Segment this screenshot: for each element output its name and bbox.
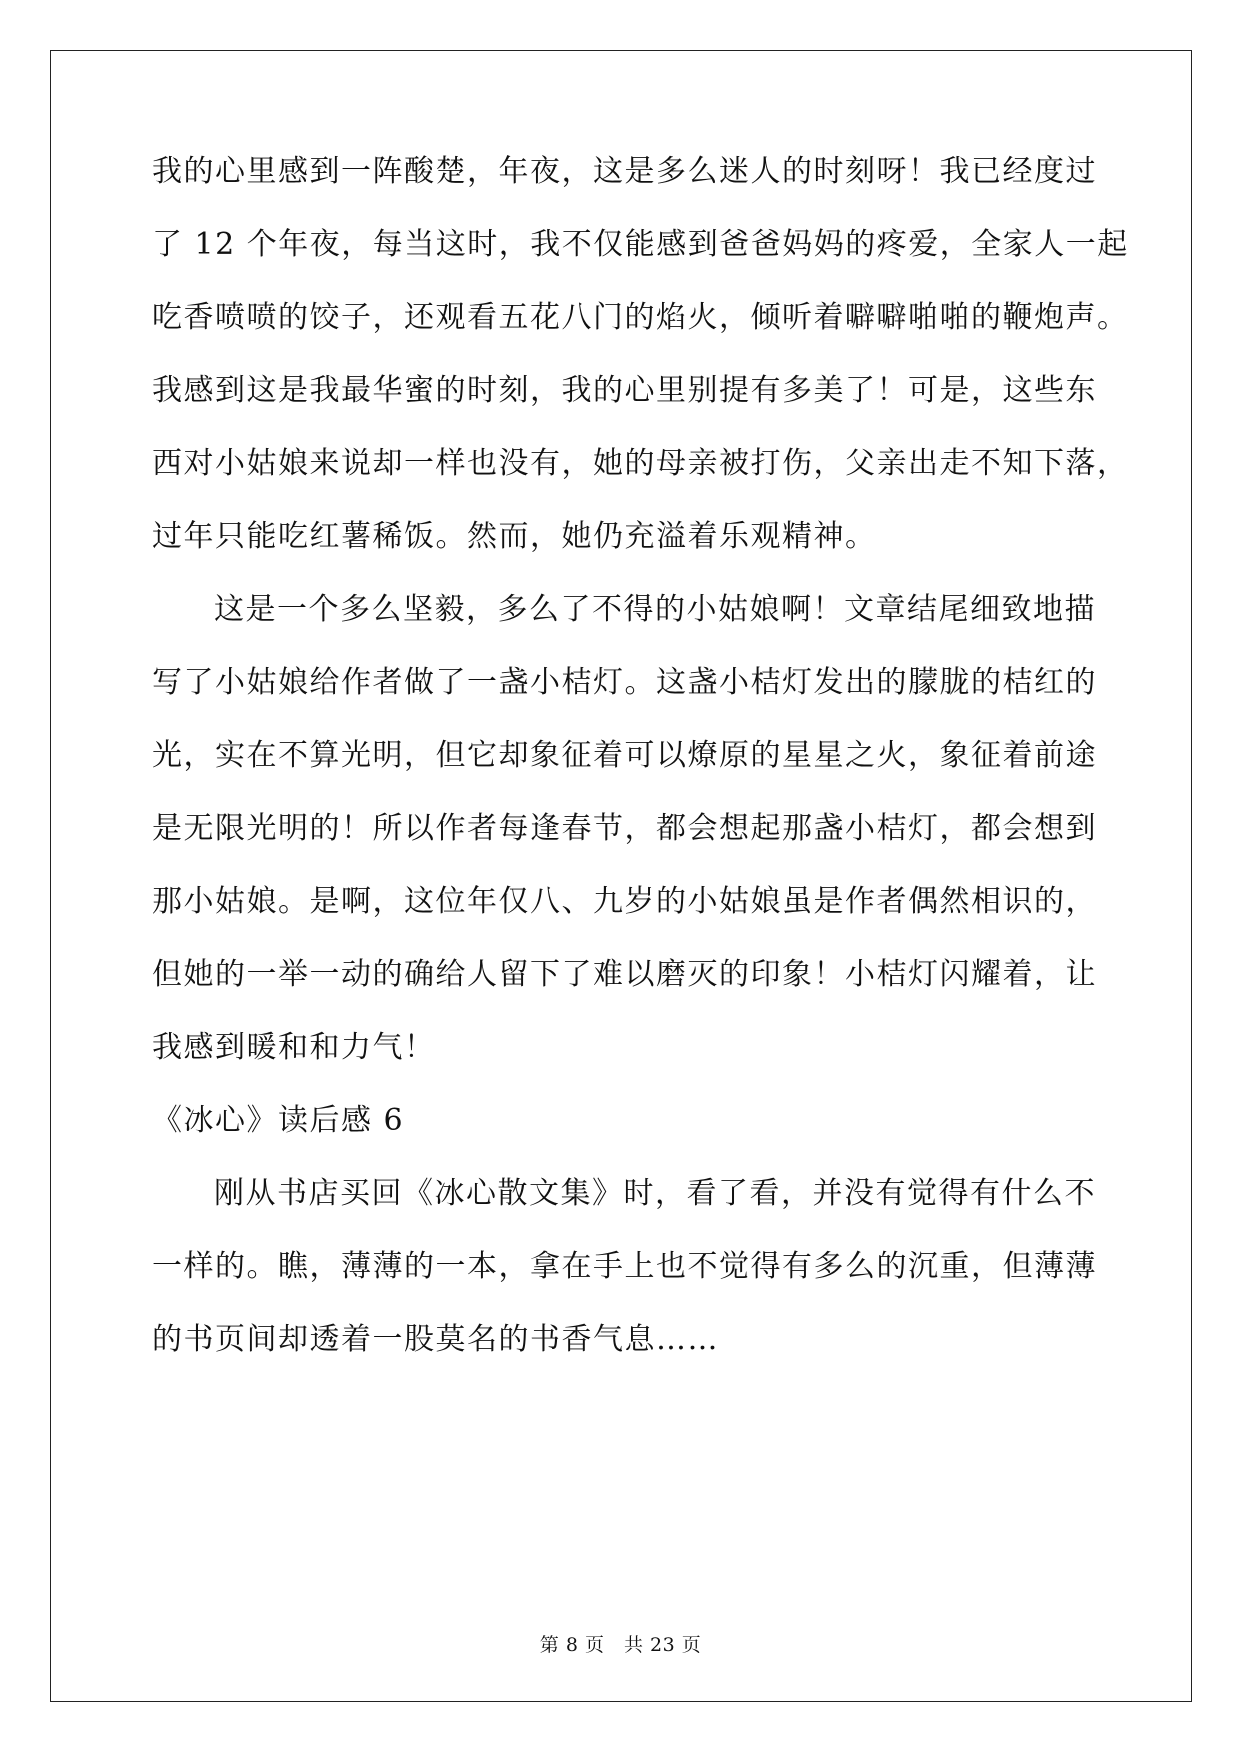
body-line-16: 一样的。瞧，薄薄的一本，拿在手上也不觉得有多么的沉重，但薄薄 (152, 1249, 1097, 1284)
body-line-12: 但她的一举一动的确给人留下了难以磨灭的印象！小桔灯闪耀着，让 (152, 957, 1097, 992)
body-line-13: 我感到暖和和力气！ (152, 1030, 436, 1065)
section-heading: 《冰心》读后感 6 (152, 1103, 405, 1138)
body-line-7: 这是一个多么坚毅，多么了不得的小姑娘啊！文章结尾细致地描 (214, 592, 1096, 627)
body-line-4: 我感到这是我最华蜜的时刻，我的心里别提有多美了！可是，这些东 (152, 373, 1097, 408)
body-line-15: 刚从书店买回《冰心散文集》时，看了看，并没有觉得有什么不 (214, 1176, 1096, 1211)
body-line-9: 光，实在不算光明，但它却象征着可以燎原的星星之火，象征着前途 (152, 738, 1097, 773)
body-line-3: 吃香喷喷的饺子，还观看五花八门的焰火，倾听着噼噼啪啪的鞭炮声。 (152, 300, 1129, 335)
body-line-17: 的书页间却透着一股莫名的书香气息…… (152, 1322, 719, 1357)
body-line-11: 那小姑娘。是啊，这位年仅八、九岁的小姑娘虽是作者偶然相识的， (152, 884, 1097, 919)
body-line-2: 了 12 个年夜，每当这时，我不仅能感到爸爸妈妈的疼爱，全家人一起 (152, 227, 1129, 262)
page-number-footer: 第 8 页 共 23 页 (539, 1634, 702, 1656)
body-line-10: 是无限光明的！所以作者每逢春节，都会想起那盏小桔灯，都会想到 (152, 811, 1097, 846)
body-line-8: 写了小姑娘给作者做了一盏小桔灯。这盏小桔灯发出的朦胧的桔红的 (152, 665, 1097, 700)
body-line-1: 我的心里感到一阵酸楚，年夜，这是多么迷人的时刻呀！我已经度过 (152, 154, 1097, 189)
body-line-5: 西对小姑娘来说却一样也没有，她的母亲被打伤，父亲出走不知下落， (152, 446, 1129, 481)
body-line-6: 过年只能吃红薯稀饭。然而，她仍充溢着乐观精神。 (152, 519, 877, 554)
